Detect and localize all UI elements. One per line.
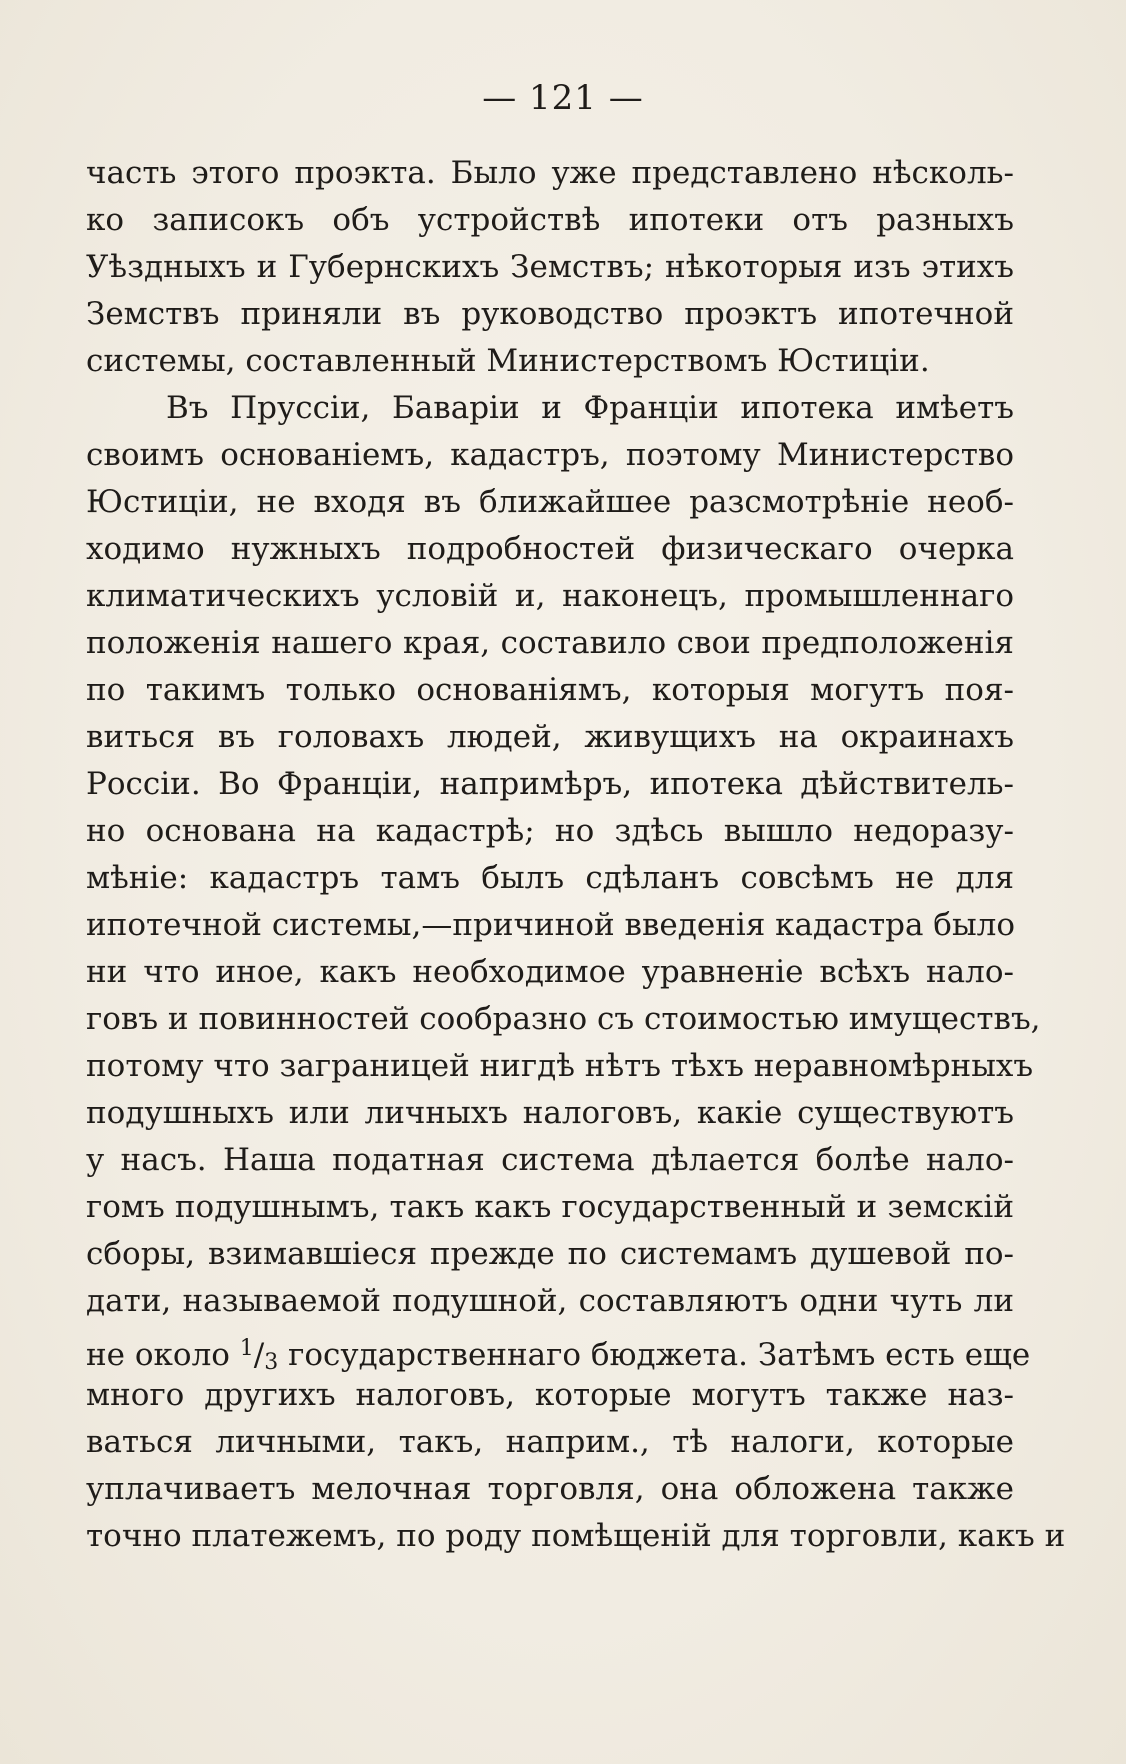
page-number: — 121 — bbox=[482, 78, 644, 118]
text-line: ко записокъ объ устройствѣ ипотеки отъ разныхъ bbox=[86, 202, 1014, 238]
fraction-denominator: 3 bbox=[264, 1350, 279, 1375]
text-line: своимъ основаніемъ, кадастръ, поэтому Министерство bbox=[86, 437, 1014, 473]
text-line: Земствъ приняли въ руководство проэктъ ипотечной bbox=[86, 296, 1014, 332]
text-line: сборы, взимавшіеся прежде по системамъ душевой по- bbox=[86, 1236, 1014, 1272]
fraction-before-text: не около bbox=[86, 1337, 240, 1373]
text-line: точно платежемъ, по роду помѣщеній для торговли, какъ и bbox=[86, 1518, 1066, 1554]
text-line: потому что заграницей нигдѣ нѣтъ тѣхъ неравномѣрныхъ bbox=[86, 1048, 1034, 1084]
paragraph-1 bbox=[86, 150, 1014, 385]
text-line: Уѣздныхъ и Губернскихъ Земствъ; нѣкоторыя изъ этихъ bbox=[86, 249, 1014, 285]
text-line: но основана на кадастрѣ; но здѣсь вышло недоразу- bbox=[86, 813, 1014, 849]
text-line: дати, называемой подушной, составляютъ одни чуть ли bbox=[86, 1283, 1014, 1319]
text-line: у насъ. Наша податная система дѣлается болѣе нало- bbox=[86, 1142, 1014, 1178]
text-line: ходимо нужныхъ подробностей физическаго очерка bbox=[86, 531, 1014, 567]
paragraph-2 bbox=[86, 385, 1066, 1560]
fraction-slash: / bbox=[253, 1337, 265, 1373]
text-line: виться въ головахъ людей, живущихъ на окраинахъ bbox=[86, 719, 1014, 755]
text-line: ипотечной системы,—причиной введенія кадастра было bbox=[86, 907, 1015, 943]
text-line: Въ Пруссіи, Баваріи и Франціи ипотека имѣетъ bbox=[166, 390, 1014, 426]
text-line: системы, составленный Министерствомъ Юстиціи. bbox=[86, 343, 930, 379]
text-line: ни что иное, какъ необходимое уравненіе всѣхъ нало- bbox=[86, 954, 1014, 990]
text-line: положенія нашего края, составило свои предположенія bbox=[86, 625, 1014, 661]
text-line: уплачиваетъ мелочная торговля, она обложена также bbox=[86, 1471, 1014, 1507]
body-text bbox=[86, 150, 1066, 1560]
text-line: гомъ подушнымъ, такъ какъ государственный и земскій bbox=[86, 1189, 1014, 1225]
text-line: Россіи. Во Франціи, напримѣръ, ипотека дѣйствитель- bbox=[86, 766, 1014, 802]
text-line: много другихъ налоговъ, которые могутъ также наз- bbox=[86, 1377, 1014, 1413]
text-line: Юстиціи, не входя въ ближайшее разсмотрѣніе необ- bbox=[86, 484, 1014, 520]
text-line: подушныхъ или личныхъ налоговъ, какіе существуютъ bbox=[86, 1095, 1014, 1131]
text-line: мѣніе: кадастръ тамъ былъ сдѣланъ совсѣмъ не для bbox=[86, 860, 1014, 896]
fraction-numerator: 1 bbox=[239, 1336, 254, 1361]
text-line: ваться личными, такъ, наприм., тѣ налоги, которые bbox=[86, 1424, 1014, 1460]
text-line: часть этого проэкта. Было уже представлено нѣсколь- bbox=[86, 155, 1014, 191]
text-line: говъ и повинностей сообразно съ стоимостью имуществъ, bbox=[86, 1001, 1041, 1037]
text-line: по такимъ только основаніямъ, которыя могутъ поя- bbox=[86, 672, 1014, 708]
fraction-after-text: государственнаго бюджета. Затѣмъ есть еще bbox=[278, 1337, 1031, 1373]
text-line: климатическихъ условій и, наконецъ, промышленнаго bbox=[86, 578, 1014, 614]
text-line-with-fraction bbox=[86, 1325, 1031, 1375]
